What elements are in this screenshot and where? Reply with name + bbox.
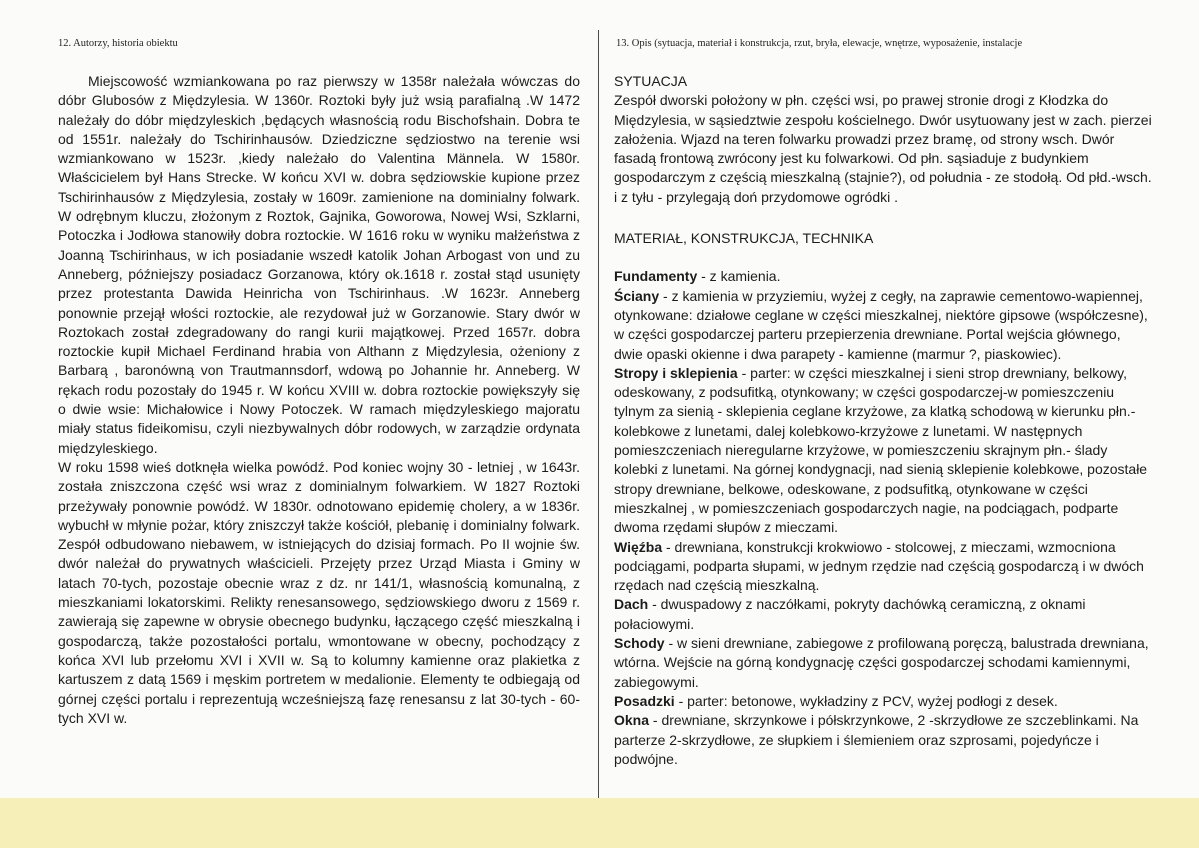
item-label: Więźba bbox=[614, 538, 663, 555]
situation-title: SYTUACJA bbox=[614, 73, 688, 89]
item-label: Fundamenty bbox=[614, 268, 698, 285]
scan-bottom-band bbox=[0, 798, 1199, 848]
item-schody bbox=[614, 634, 1152, 692]
item-text: - z kamienia. bbox=[697, 268, 781, 285]
item-text: - parter: betonowe, wykładziny z PCV, wyżej podłogi z desek. bbox=[674, 692, 1058, 709]
item-text: - w sieni drewniane, zabiegowe z profilowaną poręczą, balustrada drewniana, wtórna. Wejście na górną kondygnację części gospodarczej schodami kamiennymi, zabiegowymi. bbox=[614, 635, 1149, 690]
item-label: Okna bbox=[614, 712, 650, 729]
item-posadzki bbox=[614, 692, 1152, 711]
item-label: Schody bbox=[614, 635, 665, 652]
item-label: Stropy i sklepienia bbox=[614, 364, 738, 381]
item-text: - dwuspadowy z naczółkami, pokryty dachówką ceramiczną, z oknami połaciowymi. bbox=[614, 596, 1086, 632]
item-text: - drewniane, skrzynkowe i półskrzynkowe, 2 -skrzydłowe ze szczeblinkami. Na parterze 2-skrzydłowe, ze słupkiem i ślemieniem oraz szprosami, pojedyńcze i podwójne. bbox=[614, 712, 1139, 767]
item-text: - z kamienia w przyziemiu, wyżej z cegły, na zaprawie cementowo-wapiennej, otynkowane: działowe ceglane w części mieszkalnej, niektóre gipsowe (współczesne), w części gospodarczej parteru przepierzenia drewniane. Portal wejścia głównego, dwie opaski okienne i dwa parapety - kamienne (marmur ?, piaskowiec). bbox=[614, 287, 1148, 362]
item-wiezba bbox=[614, 538, 1152, 596]
item-stropy bbox=[614, 364, 1152, 538]
left-section-header: 12. Autorzy, historia obiektu bbox=[58, 38, 178, 49]
item-label: Dach bbox=[614, 596, 649, 613]
description-column bbox=[614, 72, 1152, 769]
item-okna bbox=[614, 711, 1152, 769]
item-label: Ściany bbox=[614, 287, 660, 304]
history-column bbox=[58, 72, 580, 728]
item-dach bbox=[614, 595, 1152, 634]
item-fundamenty bbox=[614, 267, 1152, 286]
item-text: - drewniana, konstrukcji krokwiowo - stolcowej, z mieczami, wzmocniona podciągami, podparta słupami, w jednym rzędzie nad częścią gospodarczą i w dwóch rzędach nad częścią mieszkalną. bbox=[614, 538, 1144, 594]
item-sciany bbox=[614, 287, 1152, 364]
material-title: MATERIAŁ, KONSTRUKCJA, TECHNIKA bbox=[614, 230, 874, 247]
column-divider bbox=[598, 30, 599, 798]
history-paragraph-2: W roku 1598 wieś dotknęła wielka powódź. Pod koniec wojny 30 - letniej , w 1643r. została zniszczona część wsi wraz z dominialnym folwarkiem. W 1827 Roztoki przeżywały ponownie powódź. W 1830r. odnotowano epidemię cholery, a w 1836r. wybuchł w młynie pożar, który zniszczył także kościół, plebanię i dominialny folwark. Zespół odbudowano niebawem, w istniejących do dzisiaj formach. Po II wojnie św. dwór należał do prywatnych właścicieli. Przejęty przez Urząd Miasta i Gminy w latach 70-tych, pozostaje obecnie wraz z dz. nr 141/1, własnością komunalną, z mieszkaniami lokatorskimi. Relikty renesansowego, sędziowskiego dworu z 1569 r. zawierają się zapewne w obrysie obecnego budynku, łączącego część mieszkalną i gospodarczą, także pozostałości portalu, wmontowane w obecny, pochodzący z końca XVI lub przełomu XVI i XVII w. Są to kolumny kamienne oraz plakietka z kartuszem z datą 1569 i męskim portretem w medalionie. Elementy te odbiegają od górnej części portalu i reprezentują wcześniejszą fazę renesansu z lat 30-tych - 60-tych XVI w. bbox=[58, 458, 580, 726]
item-text: - parter: w części mieszkalnej i sieni strop drewniany, belkowy, odeskowany, z podsufitką, otynkowany; w części gospodarczej-w pomieszczeniu tylnym za sienią - sklepienia ceglane krzyżowe, za klatką schodową w kierunku płn.- kolebkowe z lunetami, dalej kolebkowo-krzyżowe z lunetami. W następnych pomieszczeniach nieregularne krzyżowe, w pomieszczeniu skrajnym płn.- ślady kolebki z lunetami. Na górnej kondygnacji, nad sienią sklepienie kolebkowe, pozostałe stropy drewniane, belkowe, odeskowane, z podsufitką, otynkowane w części mieszkalnej , w pomieszczeniach gospodarczych nagie, na podciągach, podparte dwoma rzędami słupów z mieczami. bbox=[614, 364, 1148, 536]
history-paragraph-1: Miejscowość wzmiankowana po raz pierwszy w 1358r należała wówczas do dóbr Glubosów z Międzylesia. W 1360r. Roztoki były już wsią parafialną .W 1472 należały do dóbr międzyleskich ,będących własnością rodu Bischofshain. Dobra te od 1551r. należały do Tschirinhausów. Dziedziczne sędziostwo na terenie wsi wzmiankowano w 1523r. ,kiedy należało do Valentina Männela. W 1580r. Właścicielem był Hans Strecke. W końcu XVI w. dobra sędziowskie kupione przez Tschirinhausów z Międzylesia, zostały w 1609r. zamienione na dominialny folwark. W odrębnym kluczu, złożonym z Roztok, Gajnika, Goworowa, Nowej Wsi, Szklarni, Potoczka i Jodłowa stanowiły dobra roztockie. W 1616 roku w wyniku małżeństwa z Joanną Tschirinhaus, w ich posiadanie wszedł katolik Johan Arbogast von und zu Anneberg, późniejszy posiadacz Gorzanowa, który ok.1618 r. został stąd usunięty przez protestanta Dawida Heinricha von Tschirinhaus. .W 1623r. Anneberg ponownie przejął włości roztockie, ale rezydował już w Gorzanowie. Stary dwór w Roztokach został zdegradowany do rangi kurii majątkowej. Przed 1657r. dobra roztockie kupił Michael Ferdinand hrabia von Althann z Międzylesia, ożeniony z Barbarą , baronówną von Trautmannsdorf, wdową po Johannie hr. Anneberg. W rękach rodu pozostały do 1945 r. W końcu XVIII w. dobra roztockie powiększyły się o dwie wsie: Michałowice i Nowy Potoczek. W ramach międzyleskiego majoratu miały status fideikomisu, czyli niezbywalnych dóbr rodowych, w zarządzie ordynata międzyleskiego. bbox=[58, 73, 580, 456]
situation-text: Zespół dworski położony w płn. części wsi, po prawej stronie drogi z Kłodzka do Międzylesia, w sąsiedztwie zespołu kościelnego. Dwór usytuowany jest w zach. pierzei założenia. Wjazd na teren folwarku prowadzi przez bramę, od strony wsch. Dwór fasadą frontową zwrócony jest ku folwarkowi. Od płn. sąsiaduje z budynkiem gospodarczym z częścią mieszkalną (stajnie?), od południa - ze stodołą. Od płd.-wsch. i z tyłu - przylegają doń przydomowe ogródki . bbox=[614, 92, 1152, 205]
item-label: Posadzki bbox=[614, 692, 675, 709]
right-section-header: 13. Opis (sytuacja, materiał i konstrukcja, rzut, bryła, elewacje, wnętrze, wyposażenie, instalacje bbox=[616, 38, 1023, 49]
